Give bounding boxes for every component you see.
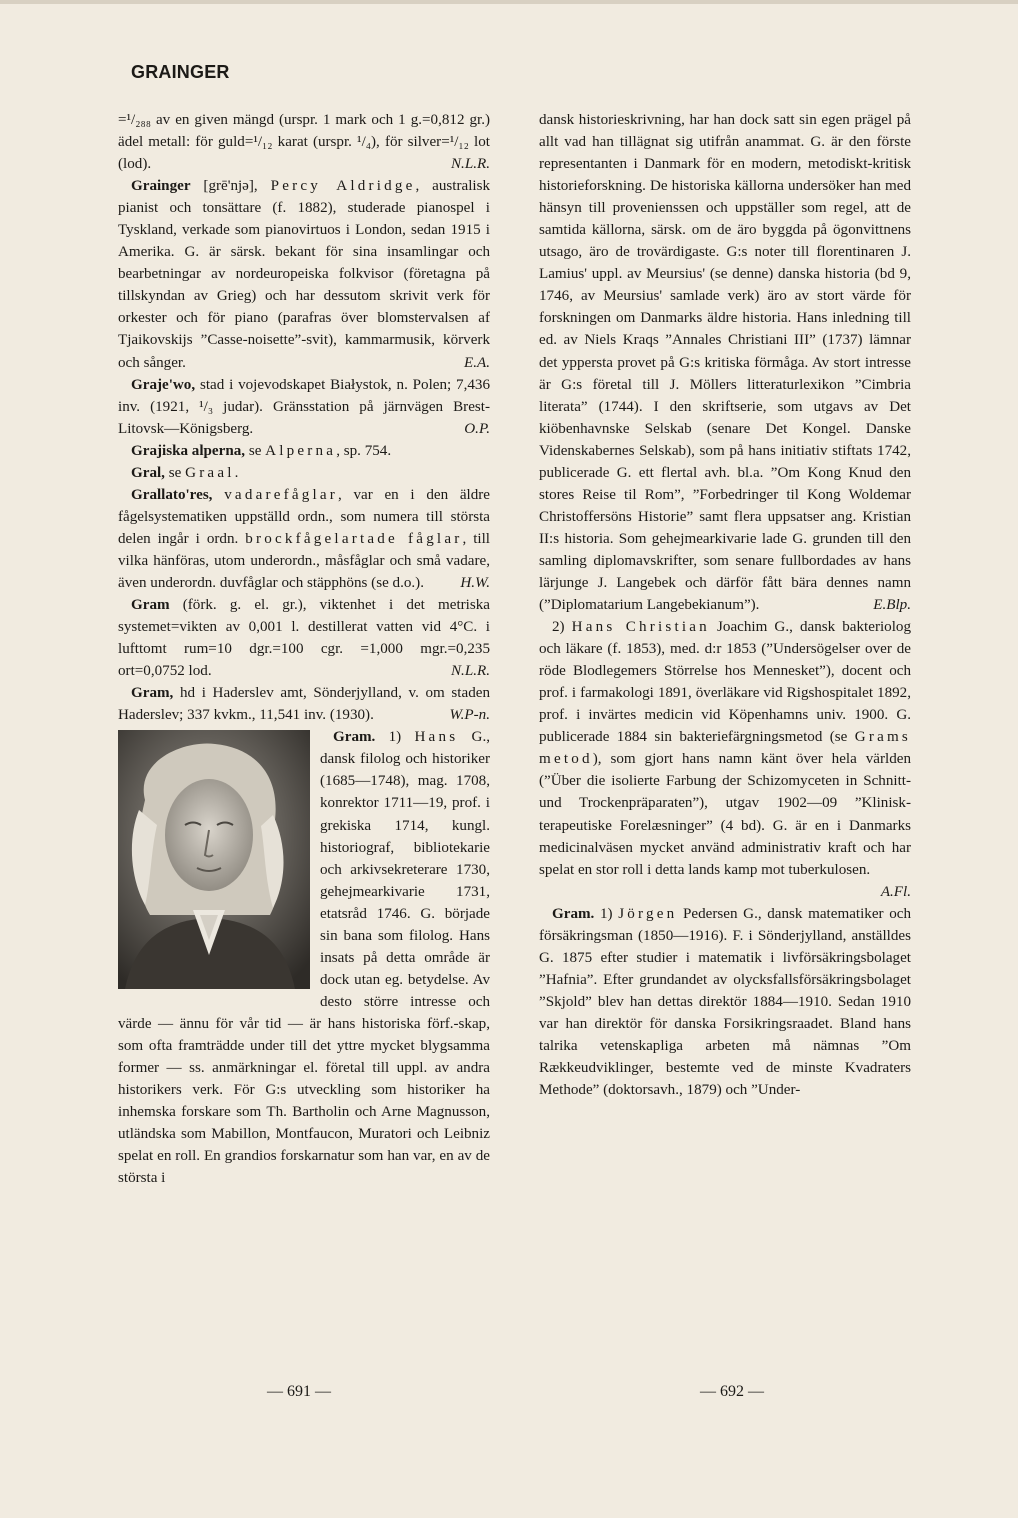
author-signature: E.Blp.	[873, 597, 911, 614]
entry-gram-hd	[118, 682, 490, 726]
entry-grajewo	[118, 374, 490, 440]
entry-text: .	[234, 464, 239, 481]
spaced-name: Jörgen	[618, 905, 678, 922]
running-title: GRAINGER	[131, 62, 230, 82]
headword: Gram.	[552, 905, 595, 922]
cross-reference: Alperna	[265, 442, 337, 459]
author-signature: W.P-n.	[449, 707, 490, 724]
entry-gram-hans-christian	[539, 616, 911, 903]
entry-text: , till vilka hänföras, utom underordn., måsfåglar och små vadare, även underordn. duvfåglar och stäpphöns (se d.o.).	[118, 530, 490, 591]
entry-grainger	[118, 175, 490, 373]
headword: Gram	[131, 597, 170, 614]
entry-grallatores	[118, 484, 490, 594]
entry-text: dansk historieskrivning, har han dock satt sin egen prägel på allt vad han tillägnat sig utifrån anammat. G. är den förste representanten i Danmark för en modern, metodiskt-kritisk historieforskning. De historiska källorna undersöker han med hänsyn till provenienssen och uppställer som regel, att de samtida källorna, särsk. om de äro byggda på ögonvittnens utsago, äro de trovärdigaste. G:s noter till florentinaren J. Lamius' uppl. av Meursius' (se denne) danska historia (bd 9, 1746, av Meursius' samlade verk) äro av stort värde för forskningen om Danmarks äldre historia. Hans inledning till ed. av Niels Kraqs ”Annales Christiani III” (1737) lämnar det yppersta provet på G:s kritiska förmåga. Av stort intresse är G:s företal till J. Möllers litteraturlexikon ”Cimbria literata” (1744). I den skriftserie, som utgavs av Det kiöbenhavnske Selskab (senare Det Kongel. Danske Videnskabernes Selskab), som på hans initiativ stiftats 1742, publicerade G. ett flertal avh. bl.a. ”Om Kong Knud den stores Reise til Rom”, ”Forbedringer til Kong Woldemar Christoffersöns Historie” samt flera uppsatser ang. Kristian II:s historia. Som gehejmearkivarie lade G. grunden till den samling diplomavskrifter, som senare fullbordades av hans lärjunge J. Langebek och därför fått bära dennes namn (”Diplomatarium Langebekianum”).	[539, 112, 911, 614]
headword: Gram,	[131, 685, 174, 702]
headword: Gram.	[333, 729, 376, 746]
author-signature: E.A.	[464, 354, 490, 371]
spaced-term: vadarefåglar	[224, 486, 338, 503]
headword: Grajiska alperna,	[131, 442, 246, 459]
entry-number: 2)	[552, 619, 572, 636]
spaced-name: Hans Christian	[571, 619, 710, 636]
right-column	[539, 109, 911, 1371]
author-signature: N.L.R.	[450, 663, 490, 680]
entry-grajiska-alperna	[118, 440, 490, 462]
entry-text: stad i vojevodskapet Białystok, n. Polen; 7,436 inv. (1921, ¹/₃ judar). Gränsstation på järnvägen Brest-Litovsk—Königsberg.	[118, 376, 490, 437]
entry-text: ), som gjort hans namn känt över hela världen (”Über die isolierte Farbung der Schizomyceten in Schnitt- und Trockenpräparaten”), utgav 1902—09 ”Klinisk-terapeutiske Forelæsninger” (4 bd). G. är en i Danmarks medicinalväsen mycket använd administrativ kraft och har spelat en stor roll i detta lands kamp mot tuberkulosen.	[539, 751, 911, 878]
entry-text: Joachim G., dansk bakteriolog och läkare (f. 1853), med. d:r 1853 (”Undersögelser over de röde Blodlegemers Störrelse hos Mennesket”), docent och prof. i farmakologi 1891, överläkare vid Rigshospitalet 1892, prof. i invärtes medicin vid Köpenhamns univ. 1900. G. publicerade 1884 sin bakteriefärgningsmetod (se	[539, 619, 911, 746]
entry-text: se	[164, 464, 186, 481]
entry-number: 1)	[375, 729, 415, 746]
spaced-term: brockfågelartade fåglar	[245, 530, 463, 547]
entry-text: hd i Haderslev amt, Sönderjylland, v. om staden Haderslev; 337 kvkm., 11,541 inv. (1930).	[118, 685, 490, 724]
portrait-hans-gram	[118, 730, 310, 989]
portrait-image	[118, 730, 310, 989]
entry-text: , sp. 754.	[336, 442, 392, 459]
entry-text: G., dansk filolog och historiker (1685—1748), mag. 1708, konrektor 1711—19, prof. i grekiska 1714, kungl. historiograf, bibliotekarie och arkivsekreterare 1730, gehejmearkivarie 1731, etatsråd 1746. G. började sin bana som filolog. Hans insats på detta område är dock utan eg. betydelse. Av desto större intresse och värde — ännu för vår tid — är hans historiska förf.-skap, som ofta framträdde under till det yttre mycket blygsamma former — ss. anmärkningar el. företal till uppl. av andra historikers verk. För G:s utveckling som historiker ha inhemska forskare som Th. Bartholin och Arne Magnusson, utländska som Mabillon, Montfaucon, Muratori och Leibniz spelat en roll. En grandios forskarnatur som han var, en av de största i	[118, 729, 490, 1187]
entry-gral	[118, 462, 490, 484]
cross-reference: Graal	[185, 464, 235, 481]
entry-text: , var en i den äldre fågelsystematiken uppställd ordn., som numera till största delen ingår i ordn.	[118, 486, 490, 547]
headword: Gral,	[131, 464, 165, 481]
headword: Grallato'res,	[131, 486, 213, 503]
author-signature: H.W.	[460, 574, 490, 591]
entry-text: , australisk pianist och tonsättare (f. 1882), studerade pianospel i Tyskland, verkade som pianovirtuos i London, sedan 1915 i Amerika. G. är särsk. bekant för sina insamlingar och bearbetningar av nordeuropeiska folkvisor (företagna på tillskyndan av Grieg) och har dessutom skrivit verk för orkester och för piano (parafras över blomstervalsen af Tjaikovskijs ”Casse-noisette”-svit), kammarmusik, körverk och sånger.	[118, 178, 490, 371]
entry-gram-jorgen	[539, 903, 911, 1101]
cross-reference: Grams metod	[539, 729, 911, 768]
page-number-left: — 691 —	[267, 1383, 331, 1400]
entry-text: se	[245, 442, 266, 459]
entry-text: (förk. g. el. gr.), viktenhet i det metriska systemet=vikten av 0,001 l. destillerat vatten vid 4°C. i lufttomt rum=10 dgr.=100 cgr. =1,000 mgr.=0,235 ort=0,0752 lod.	[118, 597, 490, 680]
author-signature: O.P.	[464, 420, 490, 437]
entry-number: 1)	[594, 905, 619, 922]
headword: Grainger	[131, 178, 191, 195]
author-signature: N.L.R.	[450, 156, 490, 173]
entry-gram-hans-continuation	[539, 109, 911, 616]
page-top-edge	[0, 0, 1018, 4]
headword: Graje'wo,	[131, 376, 196, 393]
page-number-right: — 692 —	[700, 1383, 764, 1400]
entry-karat-continuation	[118, 109, 490, 175]
spaced-name: Hans	[414, 729, 459, 746]
entry-gram-unit	[118, 594, 490, 682]
entry-text: Pedersen G., dansk matematiker och försäkringsman (1850—1916). F. i Sönderjylland, anställdes G. 1875 efter studier i matematik i livförsäkringsbolaget ”Hafnia”. Efter grundandet av olycksfallsförsäkringsbolaget ”Skjold” blev han dettas direktör 1884—1910. Sedan 1910 var han direktör för danska Forsikringsraadet. Bland hans talrika vetenskapliga arbeten må nämnas ”Om Rækkeudviklinger, bestemte ved de minste Kvadraters Methode” (doktorsavh., 1879) och ”Under-	[539, 905, 911, 1099]
left-column	[118, 109, 490, 1371]
pronunciation: [grē'njə],	[190, 178, 271, 195]
entry-text: =¹/₂₈₈ av en given mängd (urspr. 1 mark och 1 g.=0,812 gr.) ädel metall: för guld=¹/₁₂ karat (urspr. ¹/₄), för silver=¹/₁₂ lot (lod).	[118, 112, 490, 173]
entry-gram-hans	[118, 726, 490, 1189]
author-signature: A.Fl.	[880, 883, 911, 900]
spaced-name: Percy Aldridge	[270, 178, 416, 195]
